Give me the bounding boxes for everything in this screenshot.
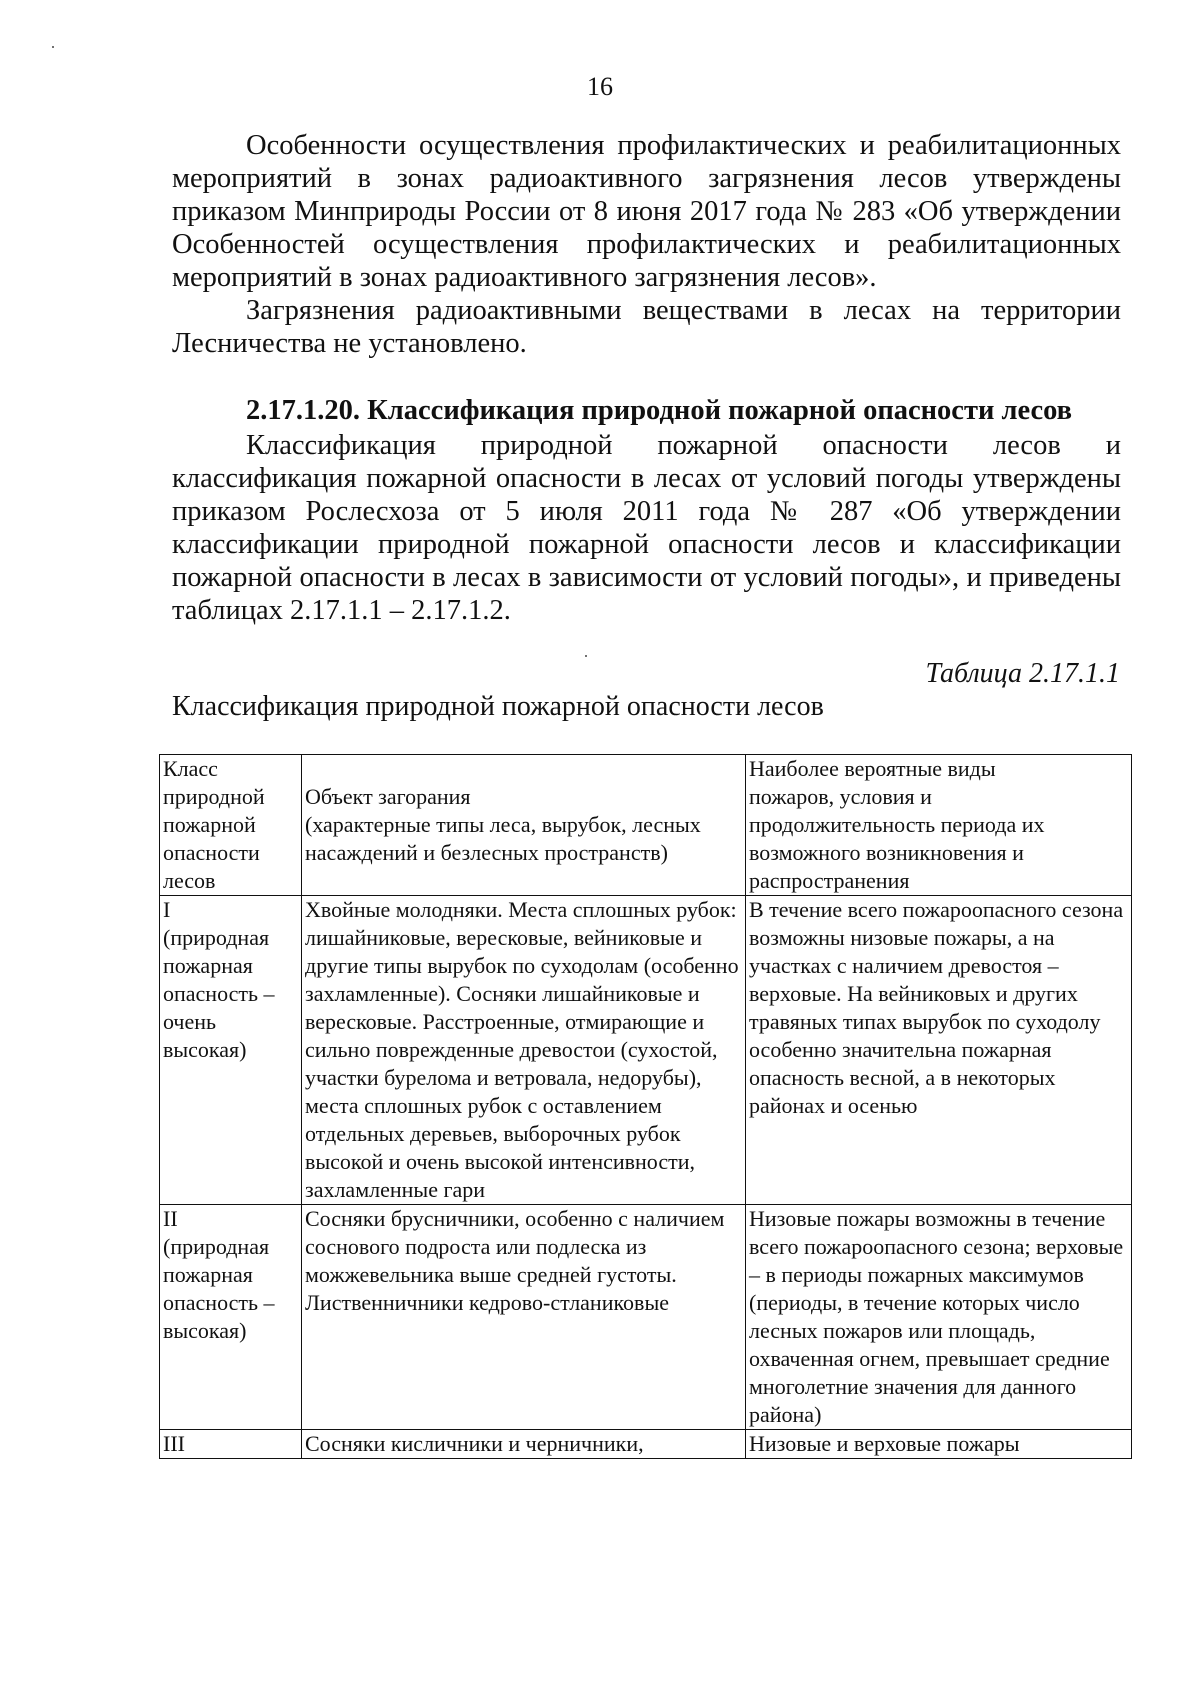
scan-speck <box>585 655 587 657</box>
class-line: (природная <box>163 1234 270 1259</box>
header-fire-line: продолжительность периода их <box>749 812 1045 837</box>
class-line: высокая) <box>163 1318 247 1343</box>
header-fire-line: возможного возникновения и <box>749 840 1024 865</box>
header-class-line: лесов <box>163 868 216 893</box>
class-line: II <box>163 1206 178 1231</box>
paragraph-radioactive-measures: Особенности осуществления профилактических и реабилитационных мероприятий в зонах радиоактивного загрязнения лесов утверждены приказом Минприроды России от 8 июня 2017 года № 283 «Об утверждении Особенностей осуществления профилактических и реабилитационных мероприятий в зонах радиоактивного загрязнения лесов». <box>172 130 1121 293</box>
table-header-row <box>160 755 1132 896</box>
class-line: пожарная <box>163 953 253 978</box>
object-cell: Хвойные молодняки. Места сплошных рубок: лишайниковые, вересковые, вейниковые и другие типы вырубок по суходолам (особенно захламленные). Сосняки лишайниковые и вересковые. Расстроенные, отмирающие и сильно поврежденные древостои (сухостой, участки бурелома и ветровала, недорубы), места сплошных рубок с оставлением отдельных деревьев, выборочных рубок высокой и очень высокой интенсивности, захламленные гари <box>302 896 746 1205</box>
table-row <box>160 896 1132 1205</box>
fire-cell: В течение всего пожароопасного сезона возможны низовые пожары, а на участках с наличием древостоя – верховые. На вейниковых и других травяных типах вырубок по суходолу особенно значительна пожарная опасность весной, а в некоторых районах и осенью <box>746 896 1132 1205</box>
class-line: очень <box>163 1009 217 1034</box>
paragraph-classification: Классификация природной пожарной опасности лесов и классификация пожарной опасности в лесах от условий погоды утверждены приказом Рослесхоза от 5 июля 2011 года № 287 «Об утверждении классификации природной пожарной опасности лесов и классификации пожарной опасности в лесах в зависимости от условий погоды», и приведены таблицах 2.17.1.1 – 2.17.1.2. <box>172 430 1121 626</box>
header-fire-line: распространения <box>749 868 910 893</box>
fire-cell: Низовые и верховые пожары <box>746 1430 1132 1459</box>
header-class-line: природной <box>163 784 265 809</box>
object-cell: Сосняки кисличники и черничники, <box>302 1430 746 1459</box>
scan-speck <box>52 46 54 48</box>
table-row <box>160 1205 1132 1430</box>
class-line: I <box>163 897 171 922</box>
class-line: пожарная <box>163 1262 253 1287</box>
paragraph-contamination: Загрязнения радиоактивными веществами в лесах на территории Лесничества не установлено. <box>172 295 1121 359</box>
section-text <box>172 429 1121 627</box>
fire-cell: Низовые пожары возможны в течение всего пожароопасного сезона; верховые – в периоды пожарных максимумов (периоды, в течение которых число лесных пожаров или площадь, охваченная огнем, превышает средние многолетние значения для данного района) <box>746 1205 1132 1430</box>
header-fire-types <box>746 755 1132 896</box>
section-heading: 2.17.1.20. Классификация природной пожарной опасности лесов <box>246 395 1073 426</box>
class-line: опасность – <box>163 981 275 1006</box>
header-object-line: Объект загорания <box>305 784 471 809</box>
header-object-line: (характерные типы леса, вырубок, лесных <box>305 812 701 837</box>
class-line: (природная <box>163 925 270 950</box>
header-class-line: опасности <box>163 840 260 865</box>
header-class <box>160 755 302 896</box>
class-line: высокая) <box>163 1037 247 1062</box>
table-label: Таблица 2.17.1.1 <box>925 658 1120 689</box>
header-object-line: насаждений и безлесных пространств) <box>305 840 668 865</box>
class-cell <box>160 1430 302 1459</box>
header-class-line: пожарной <box>163 812 256 837</box>
table-title: Классификация природной пожарной опасности лесов <box>172 691 824 722</box>
object-cell: Сосняки брусничники, особенно с наличием соснового подроста или подлеска из можжевельника выше средней густоты. Лиственничники кедрово-стланиковые <box>302 1205 746 1430</box>
header-fire-line: Наиболее вероятные виды <box>749 756 996 781</box>
class-cell <box>160 1205 302 1430</box>
fire-hazard-table <box>159 754 1132 1459</box>
header-fire-line: пожаров, условия и <box>749 784 932 809</box>
class-cell <box>160 896 302 1205</box>
intro-text <box>172 129 1121 360</box>
page-number: 16 <box>587 72 613 101</box>
class-line: опасность – <box>163 1290 275 1315</box>
table-row <box>160 1430 1132 1459</box>
class-line: III <box>163 1431 185 1456</box>
header-object <box>302 755 746 896</box>
header-class-line: Класс <box>163 756 218 781</box>
